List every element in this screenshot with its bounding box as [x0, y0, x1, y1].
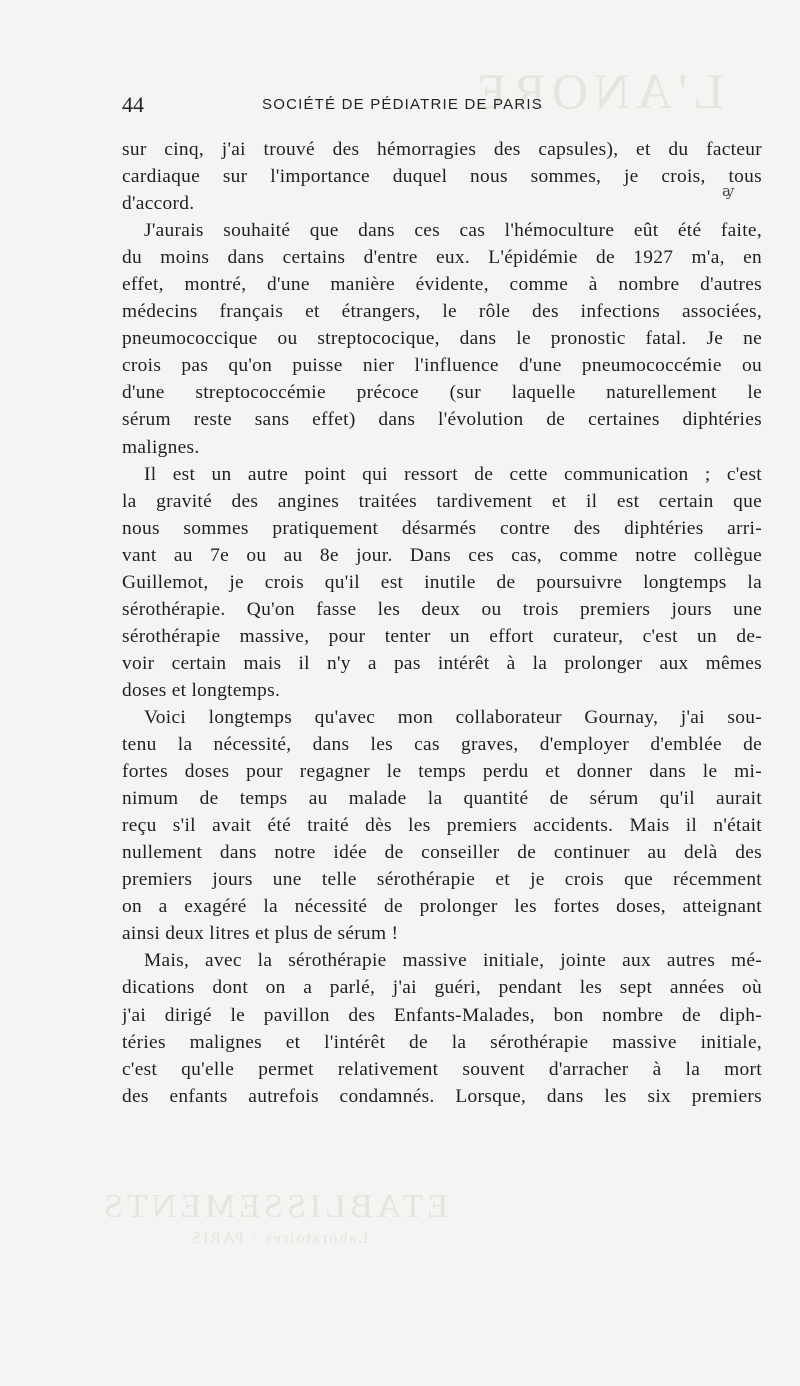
- text-line: ainsi deux litres et plus de sérum !: [122, 923, 399, 945]
- text-line: Mais, avec la sérothérapie massive initiale, jointe aux autres mé-: [144, 950, 762, 972]
- text-line: des enfants autrefois condamnés. Lorsque, dans les six premiers: [122, 1085, 762, 1107]
- text-line: voir certain mais il n'y a pas intérêt à la prolonger aux mêmes: [122, 652, 762, 674]
- text-line: sérum reste sans effet) dans l'évolution de certaines diphtéries: [122, 409, 762, 431]
- text-line: crois pas qu'on puisse nier l'influence d'une pneumococcémie ou: [122, 355, 762, 377]
- text-line: sur cinq, j'ai trouvé des hémorragies des capsules), et du facteur: [122, 139, 762, 160]
- text-line: on a exagéré la nécessité de prolonger les fortes doses, atteignant: [122, 896, 762, 918]
- text-line: téries malignes et l'intérêt de la sérothérapie massive initiale,: [122, 1031, 762, 1053]
- text-line: dications dont on a parlé, j'ai guéri, pendant les sept années où: [122, 977, 762, 999]
- text-line: du moins dans certains d'entre eux. L'épidémie de 1927 m'a, en: [122, 247, 762, 269]
- text-line: sérothérapie. Qu'on fasse les deux ou trois premiers jours une: [122, 598, 762, 620]
- text-line: nullement dans notre idée de conseiller de continuer au delà des: [122, 842, 762, 864]
- text-line: d'une streptococcémie précoce (sur laquelle naturellement le: [122, 382, 762, 404]
- text-line: j'ai dirigé le pavillon des Enfants-Malades, bon nombre de diph-: [122, 1004, 762, 1026]
- text-line: la gravité des angines traitées tardivement et il est certain que: [122, 490, 762, 512]
- text-line: nimum de temps au malade la quantité de sérum qu'il aurait: [122, 788, 762, 810]
- text-line: pneumococcique ou streptococique, dans le pronostic fatal. Je ne: [122, 328, 762, 350]
- bleed-through-text: L'ANORE: [470, 63, 724, 119]
- text-line: Voici longtemps qu'avec mon collaborateur Gournay, j'ai sou-: [144, 706, 762, 728]
- text-line: sérothérapie massive, pour tenter un effort curateur, c'est un de-: [122, 625, 762, 647]
- text-line: cardiaque sur l'importance duquel nous sommes, je crois, tous: [122, 166, 762, 188]
- paragraph: [122, 704, 762, 947]
- paragraph: [122, 461, 762, 704]
- text-line: médecins français et étrangers, le rôle des infections associées,: [122, 301, 762, 323]
- text-line: premiers jours une telle sérothérapie et je crois que récemment: [122, 869, 762, 891]
- text-line: J'aurais souhaité que dans ces cas l'hémoculture eût été faite,: [144, 220, 762, 242]
- text-line: c'est qu'elle permet relativement souvent d'arracher à la mort: [122, 1058, 762, 1080]
- page-header: [122, 92, 592, 120]
- text-line: tenu la nécessité, dans les cas graves, d'employer d'emblée de: [122, 734, 762, 756]
- text-line: vant au 7e ou au 8e jour. Dans ces cas, comme notre collègue: [122, 544, 762, 566]
- text-line: fortes doses pour regagner le temps perdu et donner dans le mi-: [122, 761, 762, 783]
- text-line: reçu s'il avait été traité dès les premiers accidents. Mais il n'était: [122, 815, 762, 837]
- text-line: effet, montré, d'une manière évidente, comme à nombre d'autres: [122, 274, 762, 296]
- text-line: nous sommes pratiquement désarmés contre des diphtéries arri-: [122, 517, 762, 539]
- body-text: [122, 136, 762, 1110]
- bleed-through-text: Laboratoires · PARIS: [190, 1230, 369, 1247]
- text-line: d'accord.: [122, 193, 195, 215]
- page-number: 44: [122, 92, 144, 117]
- text-line: doses et longtemps.: [122, 679, 281, 701]
- paragraph: [122, 947, 762, 1109]
- bleed-through-text: ETABLISSEMENTS: [100, 1188, 448, 1225]
- margin-mark: ꜽ: [722, 184, 735, 200]
- text-line: Guillemot, je crois qu'il est inutile de poursuivre longtemps la: [122, 571, 762, 593]
- running-head: SOCIÉTÉ DE PÉDIATRIE DE PARIS: [262, 96, 543, 113]
- text-line: malignes.: [122, 436, 200, 458]
- paragraph: [122, 217, 762, 460]
- text-line: Il est un autre point qui ressort de cette communication ; c'est: [144, 463, 762, 485]
- paragraph: [122, 136, 762, 217]
